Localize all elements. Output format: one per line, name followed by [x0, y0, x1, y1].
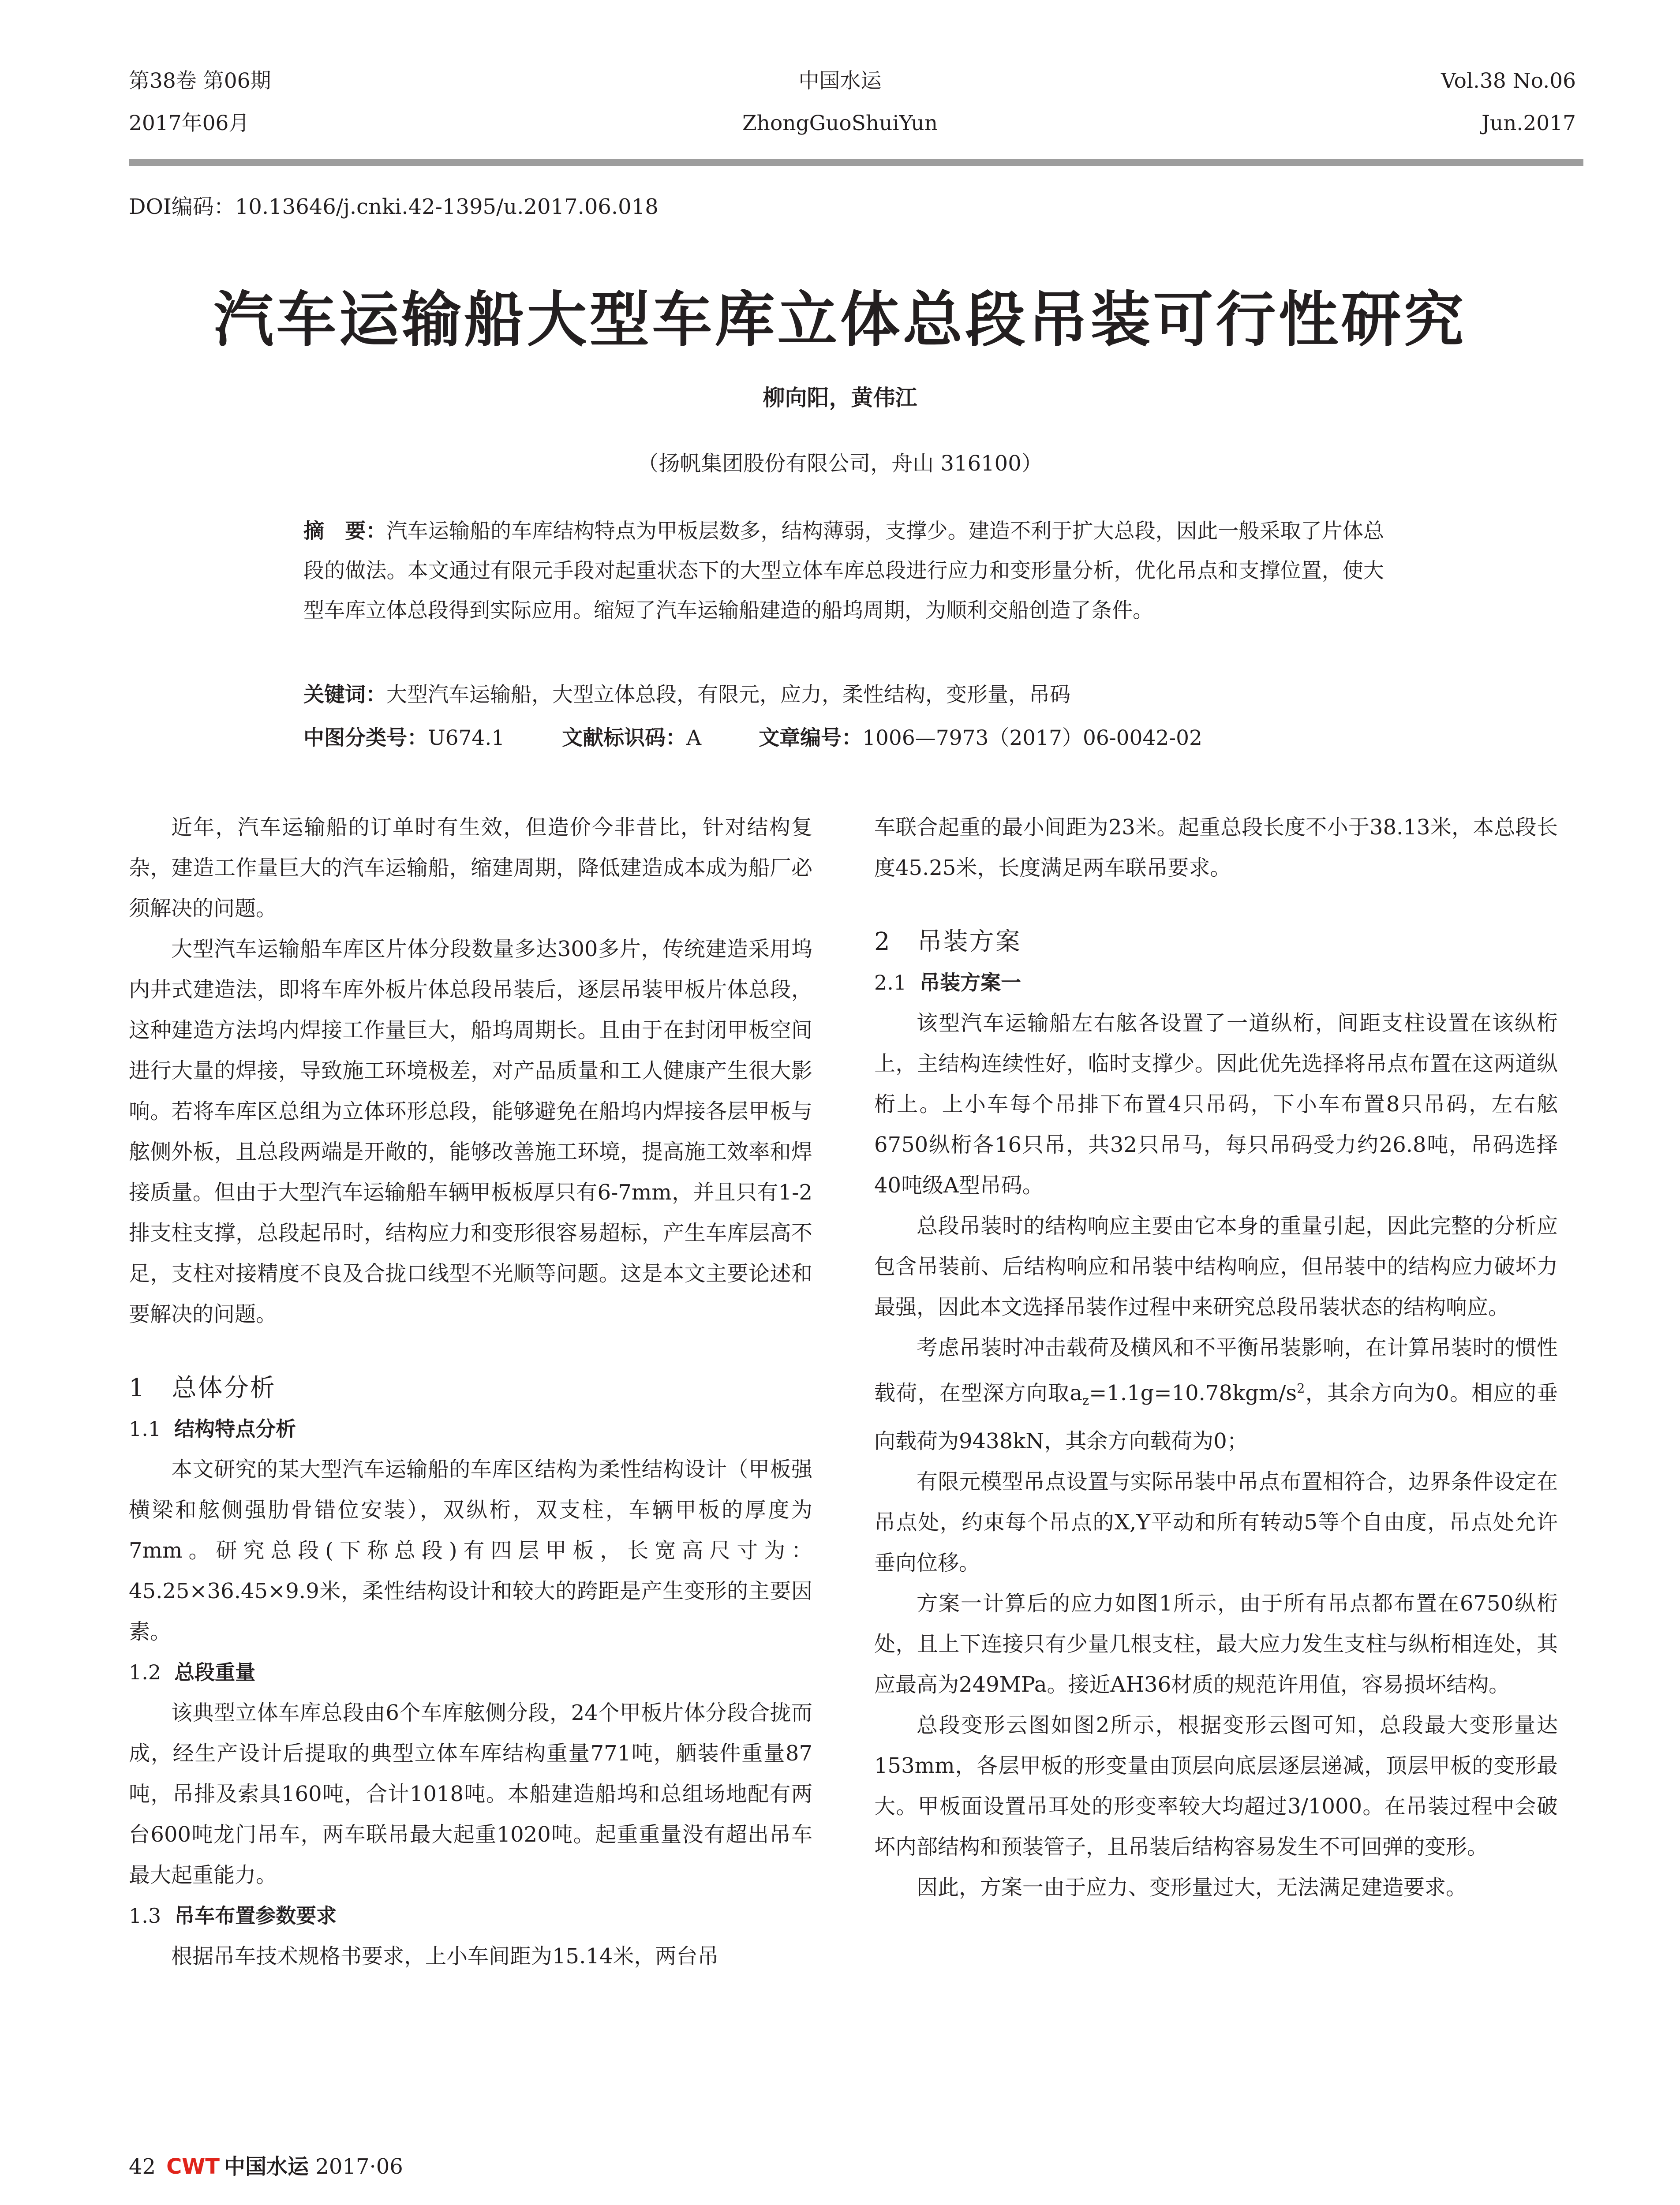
article-number-label: 文章编号： — [759, 726, 863, 750]
keywords-label: 关键词： — [303, 683, 386, 707]
section-2-1-paragraph-2: 总段吊装时的结构响应主要由它本身的重量引起，因此完整的分析应包含吊装前、后结构响应和吊装中结构响应，但吊装中的结构应力破坏力最强，因此本文选择吊装作过程中来研究总段吊装状态的结构响应。 — [874, 1214, 1558, 1319]
section-1-3-paragraph: 根据吊车技术规格书要求，上小车间距为15.14米，两台吊 — [171, 1944, 719, 1969]
section-2-1-paragraph-5: 方案一计算后的应力如图1所示，由于所有吊点都布置在6750纵桁处，且上下连接只有少量几根支柱，最大应力发生支柱与纵桁相连处，其应最高为249MPa。接近AH36材质的规范许用值，容易损坏结构。 — [874, 1591, 1558, 1697]
header-date-cn: 2017年06月 — [129, 111, 250, 135]
keywords-text: 大型汽车运输船，大型立体总段，有限元，应力，柔性结构，变形量，吊码 — [386, 683, 1070, 707]
section-2-1-paragraph-3 — [874, 1327, 1558, 1461]
abstract-label: 摘 要： — [303, 519, 387, 543]
doc-code-value: A — [686, 726, 702, 750]
paper-title: 汽车运输船大型车库立体总段吊装可行性研究 — [213, 285, 1467, 355]
page-footer — [129, 2149, 403, 2180]
section-1-3-heading — [129, 1895, 812, 1936]
header-journal-pinyin: ZhongGuoShuiYun — [742, 111, 938, 135]
load-text-b: =1.1g=10.78kgm/s — [1089, 1381, 1297, 1405]
clc-value: U674.1 — [428, 726, 505, 750]
intro-paragraph-1: 近年，汽车运输船的订单时有生效，但造价今非昔比，针对结构复杂，建造工作量巨大的汽车运输船，缩建周期，降低建造成本成为船厂必须解决的问题。 — [129, 815, 812, 921]
footer-issue: 2017·06 — [315, 2154, 403, 2179]
intro-paragraph-2: 大型汽车运输船车库区片体分段数量多达300多片，传统建造采用坞内井式建造法，即将车库外板片体总段吊装后，逐层吊装甲板片体总段，这种建造方法坞内焊接工作量巨大，船坞周期长。且由于在封闭甲板空间进行大量的焊接，导致施工环境极差，对产品质量和工人健康产生很大影响。若将车库区总组为立体环形总段，能够避免在船坞内焊接各层甲板与舷侧外板，且总段两端是开敞的，能够改善施工环境，提高施工效率和焊接质量。但由于大型汽车运输船车辆甲板板厚只有6-7mm，并且只有1-2排支柱支撑，总段起吊时，结构应力和变形很容易超标，产生车库层高不足，支柱对接精度不良及合拢口线型不光顺等问题。这是本文主要论述和要解决的问题。 — [129, 937, 812, 1327]
left-column — [129, 807, 812, 1977]
article-number-value: 1006—7973（2017）06-0042-02 — [862, 726, 1202, 750]
section-1-2-paragraph: 该典型立体车库总段由6个车库舷侧分段，24个甲板片体分段合拢而成，经生产设计后提取的典型立体车库结构重量771吨，舾装件重量87吨，吊排及索具160吨，合计1018吨。本船建造船坞和总组场地配有两台600吨龙门吊车，两车联吊最大起重1020吨。起重重量没有超出吊车最大起重能力。 — [129, 1700, 812, 1887]
section-2-heading: 2 吊装方案 — [874, 927, 1021, 956]
classification-line — [303, 721, 1202, 751]
header-journal-cn: 中国水运 — [798, 69, 882, 93]
section-1-3-title: 吊车布置参数要求 — [174, 1904, 337, 1928]
doc-code-label: 文献标识码： — [562, 726, 687, 750]
load-text-a: 考虑吊装时冲击载荷及横风和不平衡吊装影响，在计算吊装时的惯性载荷，在型深方向取a — [874, 1335, 1558, 1405]
header-volume-cn: 第38卷 第06期 — [129, 69, 271, 93]
clc-label: 中图分类号： — [303, 726, 428, 750]
section-2-1-paragraph-7: 因此，方案一由于应力、变形量过大，无法满足建造要求。 — [917, 1875, 1467, 1900]
cwt-logo: CWT — [166, 2154, 220, 2179]
abstract-text: 汽车运输船的车库结构特点为甲板层数多，结构薄弱，支撑少。建造不利于扩大总段，因此一般采取了片体总段的做法。本文通过有限元手段对起重状态下的大型立体车库总段进行应力和变形量分析，优化吊点和支撑位置，使大型车库立体总段得到实际应用。缩短了汽车运输船建造的船坞周期，为顺利交船创造了条件。 — [303, 519, 1384, 623]
section-2-1-paragraph-1: 该型汽车运输船左右舷各设置了一道纵桁，间距支柱设置在该纵桁上，主结构连续性好，临时支撑少。因此优先选择将吊点布置在这两道纵桁上。上小车每个吊排下布置4只吊码，下小车布置8只吊码，左右舷6750纵桁各16只吊，共32只吊马，每只吊码受力约26.8吨，吊码选择40吨级A型吊码。 — [874, 1011, 1558, 1198]
section-1-1-number: 1.1 — [129, 1417, 161, 1441]
section-1-1-paragraph: 本文研究的某大型汽车运输船的车库区结构为柔性结构设计（甲板强横梁和舷侧强肋骨错位安装），双纵桁，双支柱，车辆甲板的厚度为7mm。研究总段(下称总段)有四层甲板，长宽高尺寸为：45.25×36.45×9.9米，柔性结构设计和较大的跨距是产生变形的主要因素。 — [129, 1457, 812, 1644]
section-2-1-paragraph-6: 总段变形云图如图2所示，根据变形云图可知，总段最大变形量达153mm，各层甲板的形变量由顶层向底层逐层递减，顶层甲板的变形最大。甲板面设置吊耳处的形变率较大均超过3/1000。在吊装过程中会破坏内部结构和预装管子，且吊装后结构容易发生不可回弹的变形。 — [874, 1712, 1558, 1859]
section-2-1-number: 2.1 — [874, 971, 907, 994]
footer-journal: 中国水运 — [224, 2154, 309, 2179]
authors: 柳向阳，黄伟江 — [763, 385, 917, 411]
continued-paragraph: 车联合起重的最小间距为23米。起重总段长度不小于38.13米，本总段长度45.25米，长度满足两车联吊要求。 — [874, 815, 1558, 880]
section-1-1-title: 结构特点分析 — [174, 1417, 296, 1441]
affiliation: （扬帆集团股份有限公司，舟山 316100） — [637, 451, 1043, 476]
section-2-1-title: 吊装方案一 — [920, 971, 1021, 994]
section-1-2-number: 1.2 — [129, 1660, 161, 1684]
header-date-en: Jun.2017 — [1482, 111, 1576, 135]
keywords — [303, 678, 1384, 708]
section-1-2-title: 总段重量 — [174, 1660, 256, 1684]
section-2-1-heading — [874, 962, 1558, 1003]
section-2-1-paragraph-4: 有限元模型吊点设置与实际吊装中吊点布置相符合，边界条件设定在吊点处，约束每个吊点的X,Y平动和所有转动5等个自由度，吊点处允许垂向位移。 — [874, 1469, 1558, 1575]
header-rule — [129, 159, 1583, 166]
section-1-3-number: 1.3 — [129, 1904, 161, 1928]
section-1-1-heading — [129, 1409, 812, 1449]
doi-line: DOI编码：10.13646/j.cnki.42-1395/u.2017.06.018 — [129, 194, 659, 219]
abstract — [303, 512, 1384, 631]
load-superscript: 2 — [1297, 1381, 1305, 1396]
header-volume-en: Vol.38 No.06 — [1441, 69, 1576, 93]
right-column — [874, 807, 1558, 1908]
page-number: 42 — [129, 2154, 156, 2179]
section-1-2-heading — [129, 1652, 812, 1693]
section-1-heading: 1 总体分析 — [129, 1374, 276, 1402]
load-text-c: ，其余方向为0。相应的垂向载荷为9438kN，其余方向载荷为0； — [874, 1381, 1558, 1454]
load-subscript: z — [1082, 1393, 1089, 1408]
